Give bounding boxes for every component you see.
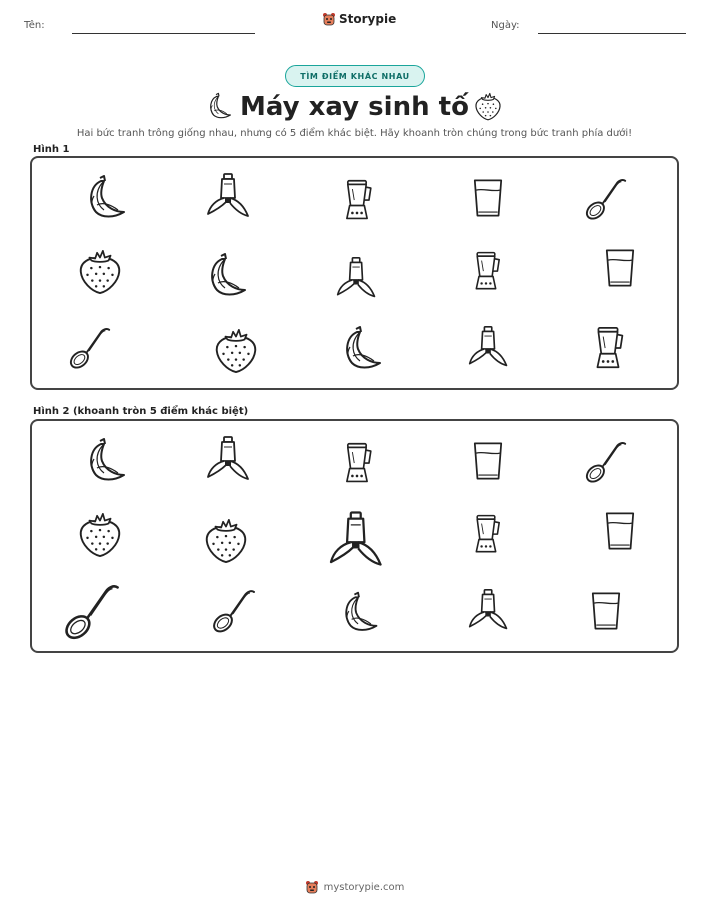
banana-icon bbox=[80, 172, 130, 222]
blender-icon bbox=[334, 256, 380, 302]
blender-jar-icon[interactable] bbox=[334, 439, 380, 489]
worksheet-type-badge: TÌM ĐIỂM KHÁC NHAU bbox=[285, 65, 425, 87]
date-label: Ngày: bbox=[491, 20, 520, 31]
banana-icon[interactable] bbox=[80, 435, 130, 485]
strawberry-icon bbox=[212, 324, 260, 376]
storypie-logo-icon bbox=[305, 880, 319, 894]
blender-jar-icon bbox=[584, 322, 632, 376]
blender-icon[interactable] bbox=[204, 435, 254, 485]
banana-icon bbox=[200, 250, 252, 300]
blender-jar-icon bbox=[334, 176, 380, 226]
spoon-icon[interactable] bbox=[208, 587, 260, 637]
strawberry-icon bbox=[473, 91, 503, 121]
brand-name: Storypie bbox=[339, 12, 397, 26]
glass-icon[interactable] bbox=[598, 507, 642, 555]
blender-jar-icon[interactable] bbox=[464, 509, 508, 561]
spoon-icon bbox=[580, 176, 632, 224]
glass-icon[interactable] bbox=[466, 437, 510, 485]
glass-icon bbox=[598, 244, 642, 292]
panel-1-label: Hình 1 bbox=[33, 144, 70, 155]
name-label: Tên: bbox=[24, 20, 45, 31]
strawberry-icon bbox=[76, 246, 124, 296]
glass-icon bbox=[466, 174, 510, 222]
strawberry-icon[interactable] bbox=[76, 509, 124, 559]
blender-icon[interactable] bbox=[466, 587, 512, 635]
storypie-logo-icon bbox=[322, 12, 336, 26]
glass-icon[interactable] bbox=[584, 587, 628, 635]
instructions: Hai bức tranh trông giống nhau, nhưng có 5 điểm khác biệt. Hãy khoanh tròn chúng trong bức tranh phía dưới! bbox=[76, 128, 633, 139]
footer-url: mystorypie.com bbox=[323, 881, 405, 893]
blender-jar-icon bbox=[464, 246, 508, 298]
date-field[interactable] bbox=[538, 33, 686, 34]
footer bbox=[0, 880, 709, 894]
picture-panel-2[interactable] bbox=[30, 419, 679, 653]
page-title: Máy xay sinh tố bbox=[240, 92, 469, 122]
strawberry-icon[interactable] bbox=[202, 515, 250, 565]
spoon-icon bbox=[66, 324, 114, 374]
blender-icon bbox=[204, 172, 254, 222]
banana-icon bbox=[336, 322, 386, 374]
banana-icon[interactable] bbox=[336, 587, 382, 637]
blender-icon bbox=[466, 324, 512, 372]
spoon-icon[interactable] bbox=[580, 439, 632, 487]
blender-icon[interactable] bbox=[326, 509, 388, 573]
name-field[interactable] bbox=[72, 33, 255, 34]
spoon-icon[interactable] bbox=[56, 581, 128, 645]
panel-2-label: Hình 2 (khoanh tròn 5 điểm khác biệt) bbox=[33, 406, 249, 417]
brand-logo bbox=[322, 12, 396, 26]
picture-panel-1 bbox=[30, 156, 679, 390]
